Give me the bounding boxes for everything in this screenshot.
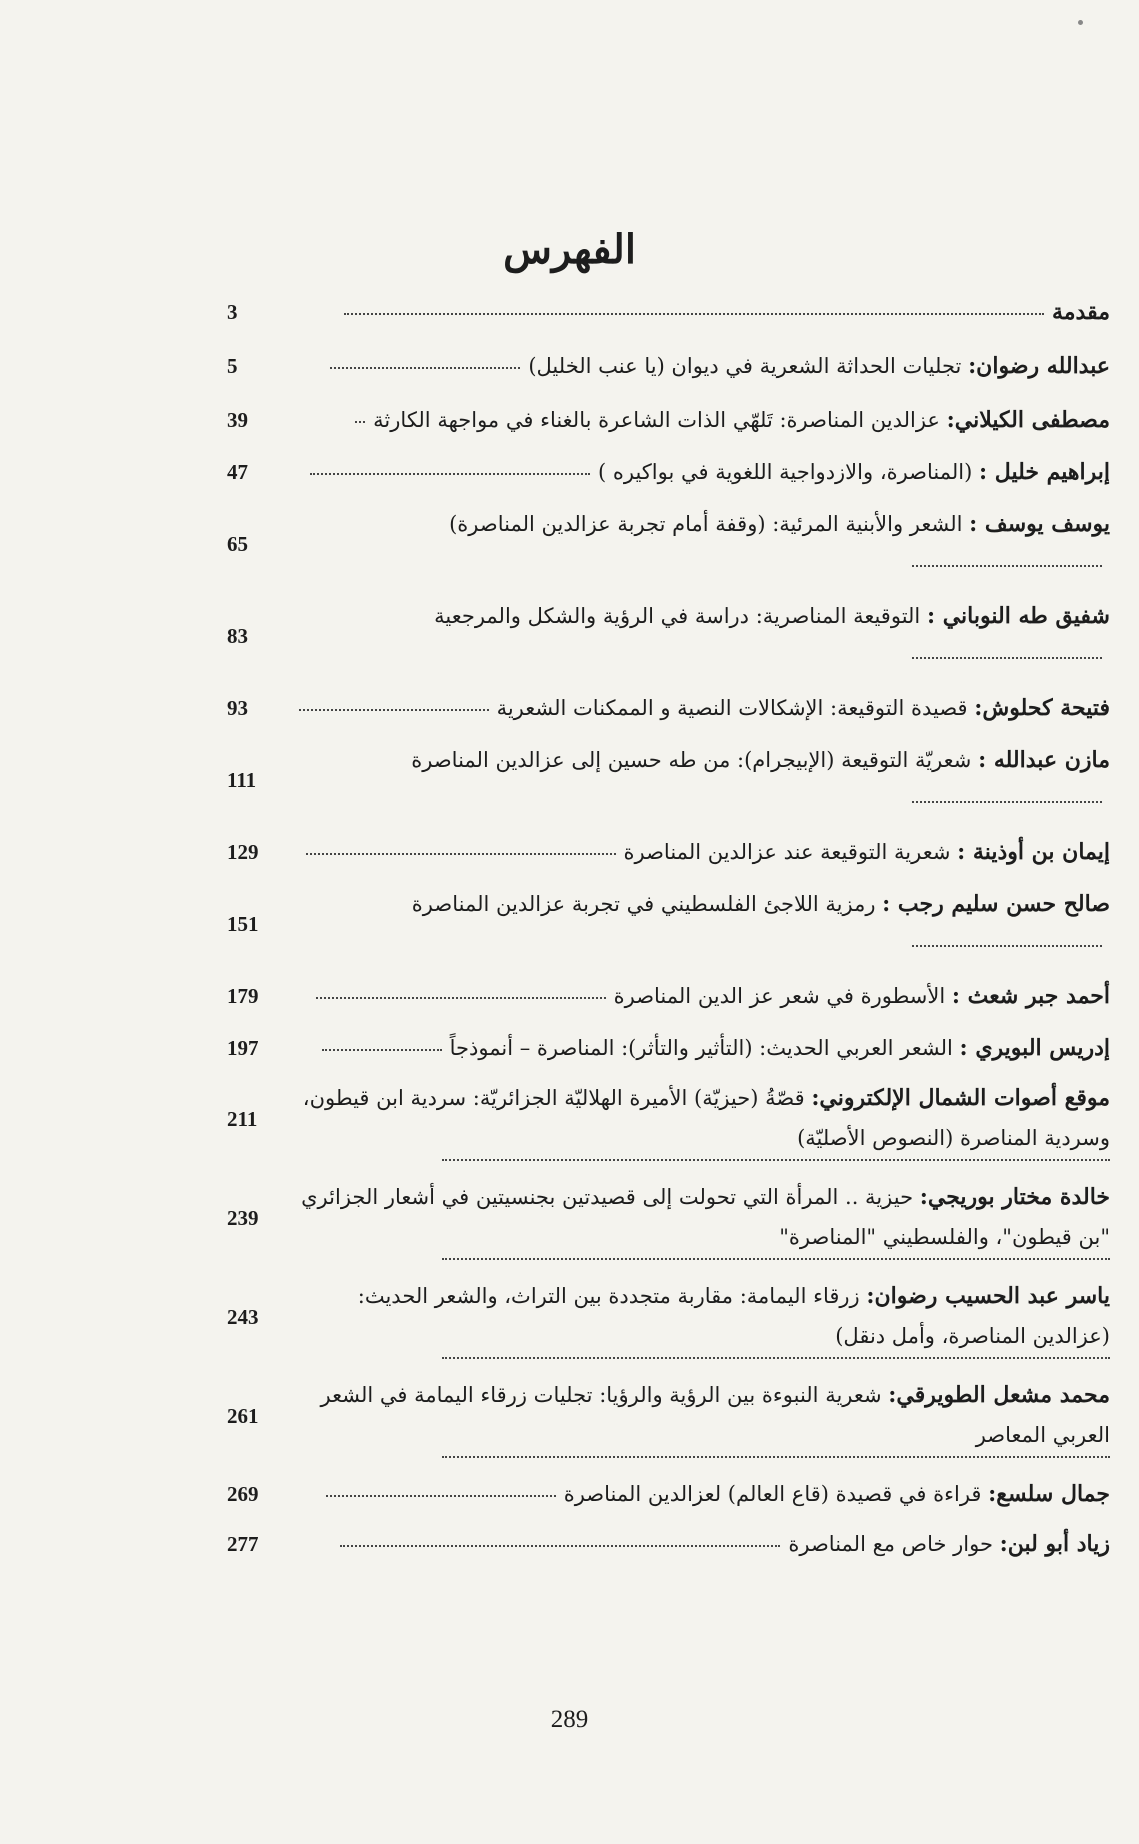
toc-page-number: 243 [227, 1305, 259, 1329]
toc-row [205, 1177, 1110, 1260]
toc-row [205, 976, 1110, 1016]
toc-page-number: 83 [227, 623, 248, 648]
toc-author: خالدة مختار بوريجي: [919, 1184, 1110, 1210]
dot-leader [330, 366, 520, 369]
toc-entry [275, 1177, 1110, 1260]
toc-row [205, 1028, 1110, 1068]
toc-entry [275, 1524, 1110, 1564]
toc-title: رمزية اللاجئ الفلسطيني في تجربة عزالدين المناصرة [411, 892, 883, 916]
toc-title: قصّةُ (حيزيّة) الأميرة الهلاليّة الجزائريّة: سردية ابن قيطون، وسردية المناصرة (النصوص الأصليّة) [302, 1086, 1110, 1150]
toc-entry [275, 884, 1110, 964]
toc-page-number: 179 [227, 983, 259, 1008]
ink-dot [1078, 20, 1083, 25]
toc-row [205, 596, 1110, 676]
toc-entry [275, 346, 1110, 386]
toc-page-number: 239 [227, 1206, 259, 1230]
toc-row [205, 884, 1110, 964]
dot-leader [442, 1455, 1110, 1458]
toc-row [205, 1375, 1110, 1458]
toc-entry [275, 688, 1110, 728]
toc-author: صالح حسن سليم رجب : [882, 891, 1110, 917]
toc-author: إدريس البويري : [959, 1035, 1110, 1061]
toc-author: عبدالله رضوان: [968, 353, 1110, 379]
toc-page-number: 129 [227, 839, 259, 864]
toc-title: قصيدة التوقيعة: الإشكالات النصية و الممكنات الشعرية [496, 696, 975, 720]
toc-row [205, 400, 1110, 440]
toc-page-number: 269 [227, 1481, 259, 1506]
toc-page-number: 39 [227, 407, 248, 432]
dot-leader [344, 312, 1044, 315]
toc-author: مصطفى الكيلاني: [946, 407, 1110, 433]
toc-author: مقدمة [1051, 299, 1110, 325]
toc-author: ياسر عبد الحسيب رضوان: [866, 1283, 1110, 1309]
dot-leader [322, 1048, 442, 1051]
dot-leader [326, 1494, 556, 1497]
toc-title: الشعر والأبنية المرئية: (وقفة أمام تجربة عزالدين المناصرة) [449, 512, 970, 536]
toc-entry [275, 292, 1110, 332]
toc-author: أحمد جبر شعث : [951, 983, 1110, 1009]
toc-entry [275, 1276, 1110, 1359]
toc-author: موقع أصوات الشمال الإلكتروني: [811, 1085, 1110, 1111]
dot-leader [316, 996, 606, 999]
dot-leader [912, 656, 1102, 659]
toc-row [205, 1078, 1110, 1161]
toc-page-number: 47 [227, 459, 248, 484]
table-of-contents [205, 292, 1110, 1564]
toc-row [205, 832, 1110, 872]
toc-title: شعرية التوقيعة عند عزالدين المناصرة [623, 840, 958, 864]
toc-title: قراءة في قصيدة (قاع العالم) لعزالدين المناصرة [563, 1482, 989, 1506]
toc-row [205, 1524, 1110, 1564]
toc-author: جمال سلسع: [988, 1481, 1110, 1507]
toc-title: (المناصرة، والازدواجية اللغوية في بواكيره ) [597, 460, 979, 484]
toc-title: الأسطورة في شعر عز الدين المناصرة [613, 984, 952, 1008]
toc-author: يوسف يوسف : [969, 511, 1110, 537]
toc-page-number: 277 [227, 1531, 259, 1556]
toc-page-number: 197 [227, 1035, 259, 1060]
toc-entry [275, 1474, 1110, 1514]
toc-row [205, 292, 1110, 332]
toc-title: الشعر العربي الحديث: (التأثير والتأثر): المناصرة – أنموذجاً [449, 1036, 960, 1060]
toc-page-number: 5 [227, 353, 238, 378]
toc-page-number: 65 [227, 531, 248, 556]
dot-leader [340, 1544, 780, 1547]
toc-author: شفيق طه النوباني : [926, 603, 1110, 629]
toc-page-number: 211 [227, 1107, 258, 1131]
toc-row [205, 740, 1110, 820]
toc-entry [275, 1078, 1110, 1161]
dot-leader [912, 564, 1102, 567]
toc-title: حوار خاص مع المناصرة [788, 1532, 1000, 1556]
toc-entry [275, 596, 1110, 676]
dot-leader [912, 800, 1102, 803]
page-number: 289 [550, 1706, 589, 1733]
dot-leader [442, 1356, 1110, 1359]
toc-entry [275, 504, 1110, 584]
page-title: الفهرس [503, 226, 636, 273]
toc-row [205, 688, 1110, 728]
toc-title: حيزية .. المرأة التي تحولت إلى قصيدتين بجنسيتين في أشعار الجزائري "بن قيطون"، والفلسطيني "المناصرة" [301, 1185, 1110, 1249]
toc-entry [275, 400, 1110, 440]
toc-page-number: 151 [227, 911, 259, 936]
toc-entry [275, 976, 1110, 1016]
toc-entry [275, 832, 1110, 872]
toc-page-number: 111 [227, 767, 257, 792]
toc-author: فتيحة كحلوش: [974, 695, 1110, 721]
toc-row [205, 346, 1110, 386]
toc-entry [275, 1375, 1110, 1458]
toc-title: التوقيعة المناصرية: دراسة في الرؤية والشكل والمرجعية [434, 604, 927, 628]
toc-entry [275, 740, 1110, 820]
dot-leader [306, 852, 616, 855]
toc-author: إبراهيم خليل : [979, 459, 1110, 485]
dot-leader [442, 1257, 1110, 1260]
toc-entry [275, 452, 1110, 492]
toc-row [205, 1474, 1110, 1514]
dot-leader [442, 1158, 1110, 1161]
toc-author: محمد مشعل الطويرقي: [888, 1382, 1110, 1408]
toc-title: شعرية النبوءة بين الرؤية والرؤيا: تجليات زرقاء اليمامة في الشعر العربي المعاصر [320, 1383, 1110, 1447]
toc-author: إيمان بن أوذينة : [957, 839, 1110, 865]
toc-entry [275, 1028, 1110, 1068]
toc-title: تجليات الحداثة الشعرية في ديوان (يا عنب الخليل) [528, 354, 969, 378]
dot-leader [912, 944, 1102, 947]
toc-title: شعريّة التوقيعة (الإبيجرام): من طه حسين إلى عزالدين المناصرة [411, 748, 979, 772]
dot-leader [299, 708, 489, 711]
toc-row [205, 504, 1110, 584]
toc-page-number: 93 [227, 695, 248, 720]
toc-author: مازن عبدالله : [978, 747, 1110, 773]
toc-author: زياد أبو لبن: [999, 1531, 1110, 1557]
toc-row [205, 452, 1110, 492]
dot-leader [310, 472, 590, 475]
toc-page-number: 3 [227, 299, 238, 324]
toc-page-number: 261 [227, 1404, 259, 1428]
dot-leader [355, 420, 365, 423]
toc-row [205, 1276, 1110, 1359]
toc-title: عزالدين المناصرة: تَلهّي الذات الشاعرة بالغناء في مواجهة الكارثة [373, 408, 947, 432]
toc-title: زرقاء اليمامة: مقاربة متجددة بين التراث، والشعر الحديث: (عزالدين المناصرة، وأمل دنقل) [357, 1284, 1110, 1348]
